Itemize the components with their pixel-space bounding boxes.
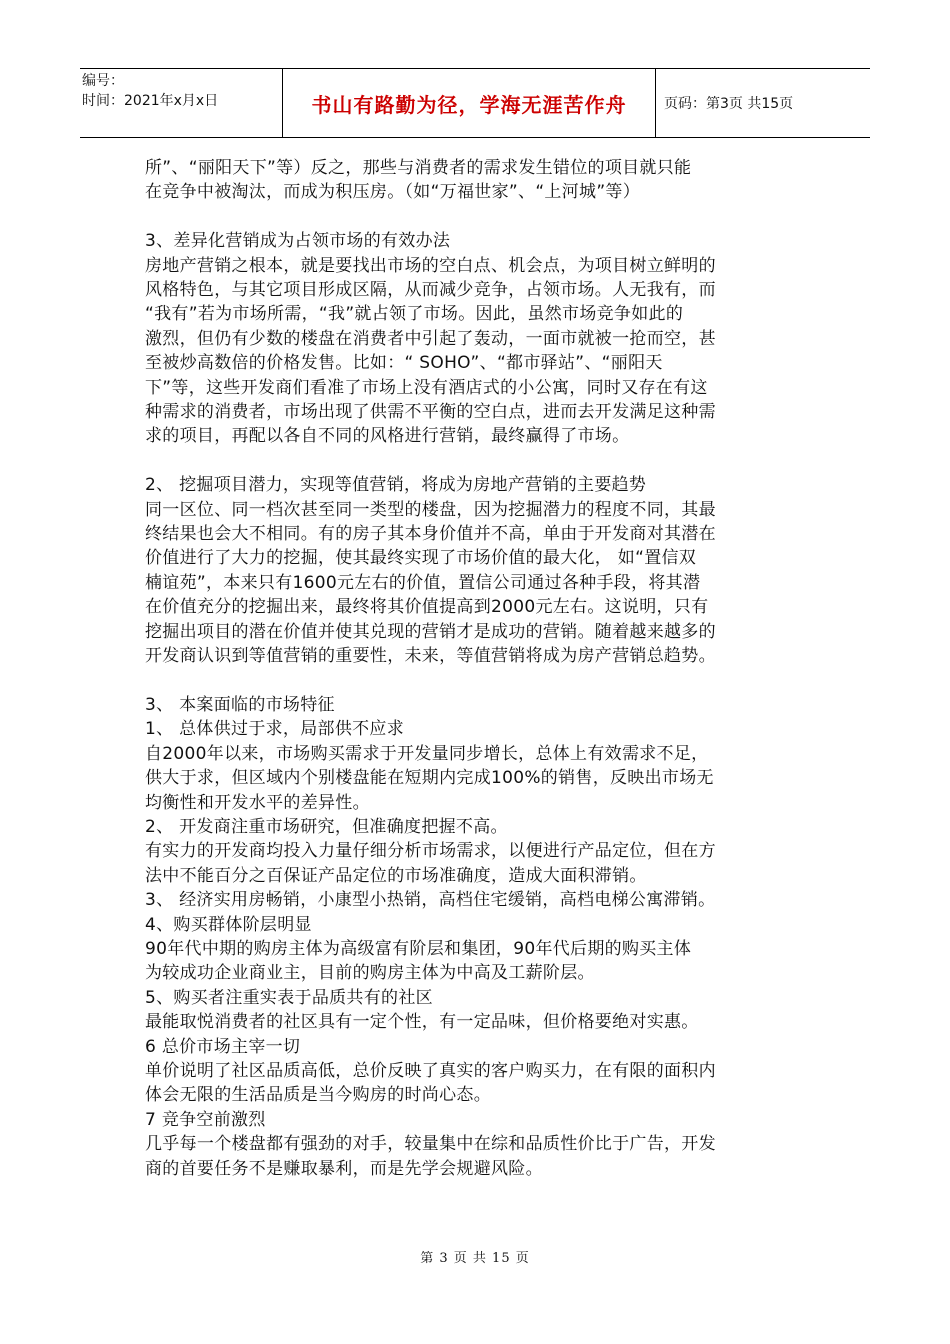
body-line: 风格特色，与其它项目形成区隔，从而减少竞争，占领市场。人无我有，而 — [145, 280, 716, 301]
document-body — [145, 156, 810, 1181]
page-header — [80, 68, 870, 138]
body-line: 90年代中期的购房主体为高级富有阶层和集团，90年代后期的购买主体 — [145, 938, 692, 959]
body-line: “我有”若为市场所需，“我”就占领了市场。因此，虽然市场竞争如此的 — [145, 304, 684, 325]
body-line: 开发商认识到等值营销的重要性，未来，等值营销将成为房产营销总趋势。 — [145, 646, 716, 667]
body-line: 挖掘出项目的潜在价值并使其兑现的营销才是成功的营销。随着越来越多的 — [145, 621, 716, 642]
body-line: 几乎每一个楼盘都有强劲的对手，较量集中在综和品质性价比于广告，开发 — [145, 1134, 716, 1155]
body-line: 单价说明了社区品质高低，总价反映了真实的客户购买力，在有限的面积内 — [145, 1060, 716, 1081]
header-page-info: 页码：第3页 共15页 — [664, 96, 794, 112]
blank-line — [145, 449, 810, 473]
body-line: 为较成功企业商业主，目前的购房主体为中高及工薪阶层。 — [145, 963, 595, 984]
body-line: 4、购买群体阶层明显 — [145, 914, 312, 935]
body-line: 在价值充分的挖掘出来，最终将其价值提高到2000元左右。这说明，只有 — [145, 597, 709, 618]
body-line: 3、 本案面临的市场特征 — [145, 694, 335, 715]
body-line: 法中不能百分之百保证产品定位的市场准确度，造成大面积滞销。 — [145, 865, 647, 886]
body-line: 最能取悦消费者的社区具有一定个性，有一定品味，但价格要绝对实惠。 — [145, 1012, 699, 1033]
body-line: 下”等，这些开发商们看准了市场上没有酒店式的小公寓，同时又存在有这 — [145, 377, 708, 398]
body-line: 7 竞争空前激烈 — [145, 1109, 266, 1130]
body-line: 至被炒高数倍的价格发售。比如：“ SOHO”、“都市驿站”、“丽阳天 — [145, 353, 663, 374]
body-line: 均衡性和开发水平的差异性。 — [145, 792, 370, 813]
body-line: 6 总价市场主宰一切 — [145, 1036, 301, 1057]
body-line: 5、购买者注重实表于品质共有的社区 — [145, 987, 433, 1008]
body-line: 房地产营销之根本，就是要找出市场的空白点、机会点，为项目树立鲜明的 — [145, 255, 716, 276]
body-line: 1、 总体供过于求，局部供不应求 — [145, 719, 405, 740]
body-line: 体会无限的生活品质是当今购房的时尚心态。 — [145, 1085, 491, 1106]
body-line: 有实力的开发商均投入力量仔细分析市场需求，以便进行产品定位，但在方 — [145, 841, 716, 862]
blank-line — [145, 205, 810, 229]
body-line: 楠谊苑”，本来只有1600元左右的价值，置信公司通过各种手段，将其潜 — [145, 572, 701, 593]
blank-line — [145, 669, 810, 693]
body-line: 在竞争中被淘汰，而成为积压房。（如“万福世家”、“上河城”等） — [145, 182, 641, 203]
header-code-label: 编号： — [82, 73, 124, 89]
body-line: 2、 挖掘项目潜力，实现等值营销，将成为房地产营销的主要趋势 — [145, 475, 647, 496]
body-line: 供大于求，但区域内个别楼盘能在短期内完成100%的销售，反映出市场无 — [145, 768, 714, 789]
body-line: 终结果也会大不相同。有的房子其本身价值并不高，单由于开发商对其潜在 — [145, 524, 716, 545]
body-line: 3、 经济实用房畅销，小康型小热销，高档住宅缓销，高档电梯公寓滞销。 — [145, 890, 716, 911]
body-line: 价值进行了大力的挖掘，使其最终实现了市场价值的最大化， 如“置信双 — [145, 548, 697, 569]
body-line: 3、差异化营销成为占领市场的有效办法 — [145, 231, 451, 252]
header-time-label: 时间：2021年x月x日 — [82, 93, 219, 109]
body-line: 求的项目，再配以各自不同的风格进行营销，最终赢得了市场。 — [145, 426, 630, 447]
body-line: 激烈，但仍有少数的楼盘在消费者中引起了轰动，一面市就被一抢而空，甚 — [145, 328, 716, 349]
body-line: 种需求的消费者，市场出现了供需不平衡的空白点，进而去开发满足这种需 — [145, 402, 716, 423]
body-line: 自2000年以来，市场购买需求于开发量同步增长，总体上有效需求不足， — [145, 743, 709, 764]
page-footer: 第 3 页 共 15 页 — [420, 1251, 530, 1266]
body-line: 所”、“丽阳天下”等）反之，那些与消费者的需求发生错位的项目就只能 — [145, 158, 692, 178]
body-line: 2、 开发商注重市场研究，但准确度把握不高。 — [145, 816, 508, 837]
header-meta — [80, 69, 282, 137]
body-line: 同一区位、同一档次甚至同一类型的楼盘，因为挖掘潜力的程度不同，其最 — [145, 499, 716, 520]
body-line: 商的首要任务不是赚取暴利，而是先学会规避风险。 — [145, 1158, 543, 1179]
header-motto: 书山有路勤为径，学海无涯苦作舟 — [282, 69, 656, 137]
